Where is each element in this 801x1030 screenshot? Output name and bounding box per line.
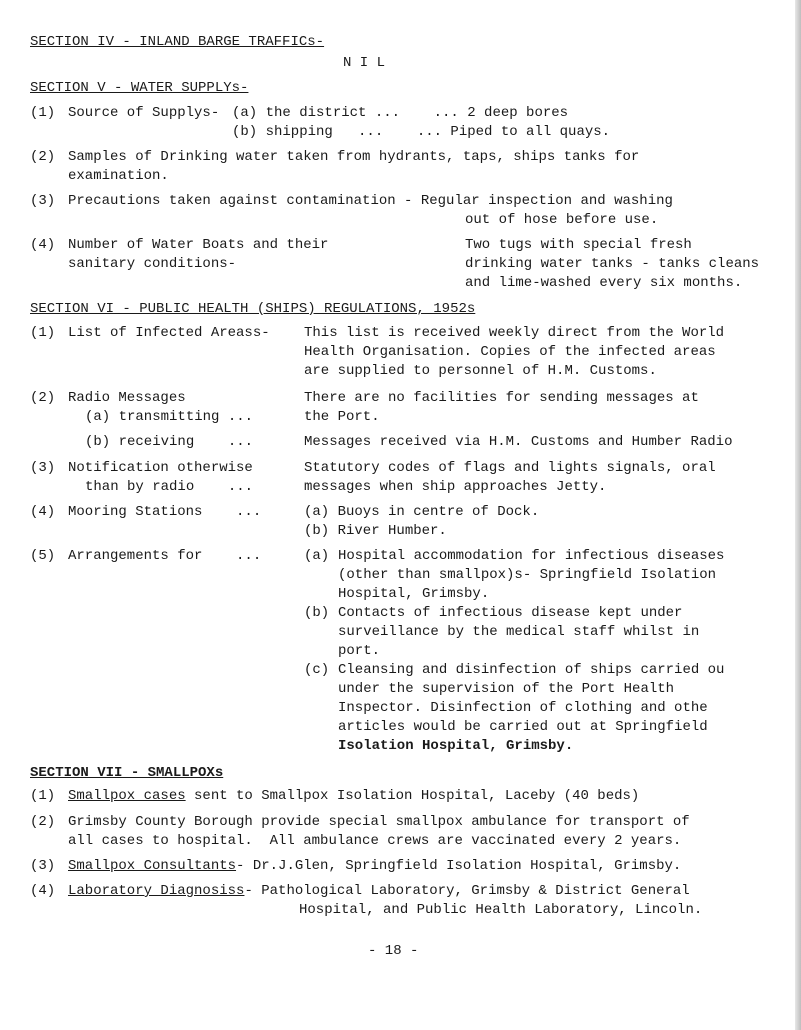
section-vii-heading: SECTION VII - SMALLPOXs <box>30 765 224 781</box>
section-iv-nil: N I L <box>343 55 386 71</box>
water-boats-label: sanitary conditions- <box>68 256 237 272</box>
arrangement-text: Hospital, Grimsby. <box>338 586 490 602</box>
page-edge-shadow <box>795 0 801 1030</box>
smallpox-cases-text: sent to Smallpox Isolation Hospital, Laceby (40 beds) <box>185 788 640 804</box>
notification-text: Statutory codes of flags and lights signals, oral <box>304 460 716 476</box>
arrangement-text: articles would be carried out at Springfield <box>338 719 708 735</box>
notification-label: than by radio ... <box>85 479 254 495</box>
infected-areas-text: This list is received weekly direct from the World <box>304 325 725 341</box>
arrangement-text: Inspector. Disinfection of clothing and othe <box>338 700 708 716</box>
laboratory-line <box>68 882 690 901</box>
section-v-heading: SECTION V - WATER SUPPLYs- <box>30 80 249 96</box>
mooring-text: (b) River Humber. <box>304 523 447 539</box>
page-number: - 18 - <box>368 943 419 959</box>
consultants-line <box>68 857 681 876</box>
radio-transmitting-label: (a) transmitting ... <box>85 409 254 425</box>
arrangement-marker: (c) <box>304 662 330 678</box>
samples-text: examination. <box>68 168 169 184</box>
arrangement-text: Cleansing and disinfection of ships carried ou <box>338 662 725 678</box>
arrangement-text: surveillance by the medical staff whilst in <box>338 624 700 640</box>
item-number: (3) <box>30 858 56 874</box>
radio-transmitting-text: the Port. <box>304 409 380 425</box>
radio-label: Radio Messages <box>68 390 186 406</box>
smallpox-cases-label: Smallpox cases <box>68 788 186 804</box>
water-boats-label: Number of Water Boats and their <box>68 237 329 253</box>
item-number: (1) <box>30 325 56 341</box>
supply-label: Source of Supplys- <box>68 105 220 121</box>
item-number: (4) <box>30 504 56 520</box>
water-boats-text: drinking water tanks - tanks cleans <box>465 256 760 272</box>
item-number: (4) <box>30 883 56 899</box>
item-number: (3) <box>30 460 56 476</box>
arrangement-text-bold: Isolation Hospital, Grimsby. <box>338 738 574 754</box>
radio-receiving-label: (b) receiving ... <box>85 434 254 450</box>
item-number: (5) <box>30 548 56 564</box>
water-boats-text: and lime-washed every six months. <box>465 275 743 291</box>
laboratory-label: Laboratory Diagnosiss <box>68 883 245 899</box>
notification-label: Notification otherwise <box>68 460 253 476</box>
section-vi-heading: SECTION VI - PUBLIC HEALTH (SHIPS) REGULATIONS, 1952s <box>30 301 476 317</box>
section-iv-heading: SECTION IV - INLAND BARGE TRAFFICs- <box>30 34 325 50</box>
ambulance-text: Grimsby County Borough provide special smallpox ambulance for transport of <box>68 814 690 830</box>
mooring-text: (a) Buoys in centre of Dock. <box>304 504 540 520</box>
smallpox-cases-line <box>68 787 639 806</box>
laboratory-text: - Pathological Laboratory, Grimsby & District General <box>244 883 690 899</box>
mooring-label: Mooring Stations ... <box>68 504 262 520</box>
laboratory-text: Hospital, and Public Health Laboratory, Lincoln. <box>299 902 703 918</box>
infected-areas-text: Health Organisation. Copies of the infected areas <box>304 344 716 360</box>
arrangement-text: (other than smallpox)s- Springfield Isolation <box>338 567 717 583</box>
item-number: (1) <box>30 788 56 804</box>
precautions-text: out of hose before use. <box>465 212 659 228</box>
arrangement-text: port. <box>338 643 381 659</box>
item-number: (2) <box>30 814 56 830</box>
item-number: (1) <box>30 105 56 121</box>
radio-transmitting-text: There are no facilities for sending messages at <box>304 390 699 406</box>
item-number: (3) <box>30 193 56 209</box>
arrangement-text: Hospital accommodation for infectious diseases <box>338 548 725 564</box>
arrangements-label: Arrangements for ... <box>68 548 262 564</box>
arrangement-text: Contacts of infectious disease kept under <box>338 605 683 621</box>
radio-receiving-text: Messages received via H.M. Customs and Humber Radio <box>304 434 733 450</box>
supply-shipping: (b) shipping ... ... Piped to all quays. <box>232 124 611 140</box>
supply-district: (a) the district ... ... 2 deep bores <box>232 105 569 121</box>
infected-areas-label: List of Infected Areass- <box>68 325 270 341</box>
item-number: (2) <box>30 390 56 406</box>
arrangement-marker: (a) <box>304 548 330 564</box>
arrangement-text: under the supervision of the Port Health <box>338 681 675 697</box>
ambulance-text: all cases to hospital. All ambulance crews are vaccinated every 2 years. <box>68 833 682 849</box>
notification-text: messages when ship approaches Jetty. <box>304 479 607 495</box>
consultants-text: - Dr.J.Glen, Springfield Isolation Hospital, Grimsby. <box>236 858 682 874</box>
infected-areas-text: are supplied to personnel of H.M. Customs. <box>304 363 657 379</box>
arrangement-marker: (b) <box>304 605 330 621</box>
item-number: (2) <box>30 149 56 165</box>
consultants-label: Smallpox Consultants <box>68 858 237 874</box>
item-number: (4) <box>30 237 56 253</box>
samples-text: Samples of Drinking water taken from hydrants, taps, ships tanks for <box>68 149 640 165</box>
water-boats-text: Two tugs with special fresh <box>465 237 692 253</box>
precautions-text: Precautions taken against contamination - Regular inspection and washing <box>68 193 673 209</box>
